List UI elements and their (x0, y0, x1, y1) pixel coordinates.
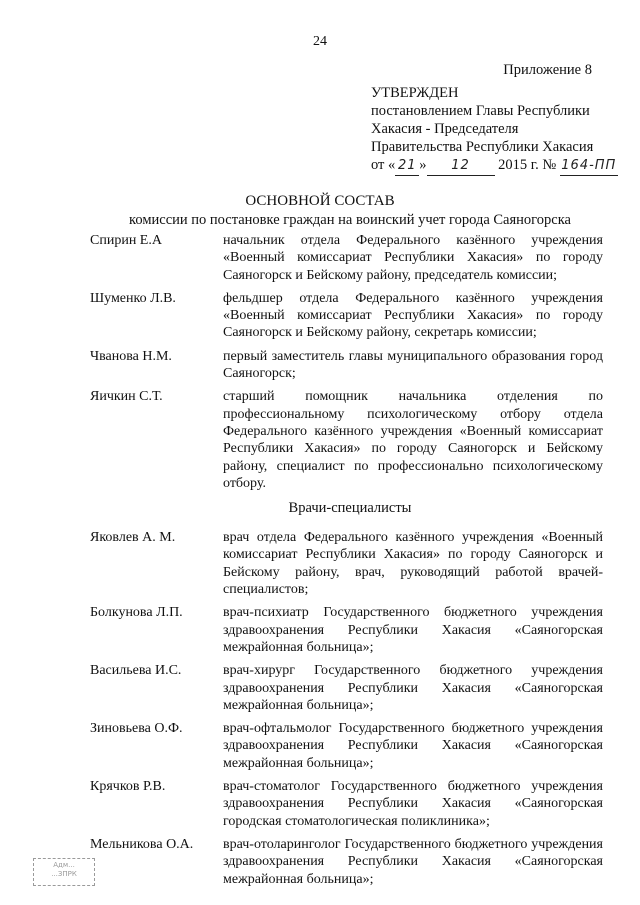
doctor-row (0, 720, 640, 772)
member-description: старший помощник начальника отделения по профессиональному психологическому отбору отдела Федерального казённого учреждения «Военный комиссариат Республики Хакасия» по городу Саяногорск и Бейскому району, специалист по профессионально психологическому отбору. (223, 389, 603, 491)
doctor-description: врач-стоматолог Государственного бюджетного учреждения здравоохранения Республики Хакасия «Саяногорская городская стоматологическая поликлиника»; (223, 779, 603, 829)
member-name: Чванова Н.М. (90, 348, 172, 364)
doctor-row (0, 836, 640, 888)
doctor-name: Крячков Р.В. (90, 779, 166, 795)
doctor-name: Болкунова Л.П. (90, 605, 183, 621)
member-name: Шуменко Л.В. (90, 290, 176, 306)
member-row (0, 232, 640, 284)
doctor-name: Мельникова О.А. (90, 836, 194, 852)
approval-block (371, 84, 618, 176)
appendix-label: Приложение 8 (503, 62, 592, 78)
doctor-row (0, 778, 640, 830)
date-month: 12 (427, 157, 495, 176)
doctor-row (0, 529, 640, 598)
doctor-name: Васильева И.С. (90, 663, 182, 679)
approval-line-1: постановлением Главы Республики (371, 103, 590, 119)
page-number: 24 (313, 34, 327, 49)
date-mid: » (419, 157, 427, 173)
member-row (0, 290, 640, 342)
registration-stamp (33, 858, 95, 886)
doctor-description: врач-отоларинголог Государственного бюджетного учреждения здравоохранения Республики Хакасия «Саяногорская межрайонная больница»; (223, 836, 603, 887)
doctor-row (0, 662, 640, 714)
doctor-name: Яковлев А. М. (90, 530, 176, 546)
doctor-description: врач-психиатр Государственного бюджетного учреждения здравоохранения Республики Хакасия «Саяногорская межрайонная больница»; (223, 605, 603, 655)
stamp-line-1: Адм... (53, 861, 75, 869)
member-row (0, 348, 640, 383)
document-subtitle: комиссии по постановке граждан на воинский учет города Саяногорска (129, 212, 571, 228)
date-day: 21 (395, 157, 419, 176)
member-description: начальник отдела Федерального казённого учреждения «Военный комиссариат Республики Хакасия» по городу Саяногорск и Бейскому району, председатель комиссии; (223, 233, 603, 283)
doctor-row (0, 604, 640, 656)
commission-list (0, 232, 640, 894)
document-title: ОСНОВНОЙ СОСТАВ (245, 193, 395, 209)
approval-line-3: Правительства Республики Хакасия (371, 139, 594, 155)
member-name: Спирин Е.А (90, 233, 162, 248)
approval-date-line (371, 156, 618, 176)
doctor-name: Зиновьева О.Ф. (90, 721, 183, 737)
doctors-heading: Врачи-специалисты (288, 500, 412, 517)
decree-number: 164-ПП (560, 157, 618, 176)
member-description: фельдшер отдела Федерального казённого учреждения «Военный комиссариат Республики Хакасия» по городу Саяногорск и Бейскому району, секретарь комиссии; (223, 290, 603, 341)
doctor-description: врач отдела Федерального казённого учреждения «Военный комиссариат Республики Хакасия» по городу Саяногорск и Бейскому району, врач, руководящий работой врачей-специалистов; (223, 530, 603, 598)
stamp-line-2: ...ЗПРК (51, 870, 77, 878)
member-description: первый заместитель главы муниципального образования город Саяногорск; (223, 348, 603, 382)
date-year: 2015 г. № (498, 157, 557, 173)
approval-line-2: Хакасия - Председателя (371, 121, 519, 137)
date-prefix: от « (371, 157, 396, 173)
member-name: Яичкин С.Т. (90, 389, 163, 405)
member-row (0, 388, 640, 492)
doctor-description: врач-хирург Государственного бюджетного учреждения здравоохранения Республики Хакасия «Саяногорская межрайонная больница»; (223, 663, 603, 713)
approval-heading: УТВЕРЖДЕН (371, 85, 459, 101)
doctor-description: врач-офтальмолог Государственного бюджетного учреждения здравоохранения Республики Хакасия «Саяногорская межрайонная больница»; (223, 721, 603, 771)
